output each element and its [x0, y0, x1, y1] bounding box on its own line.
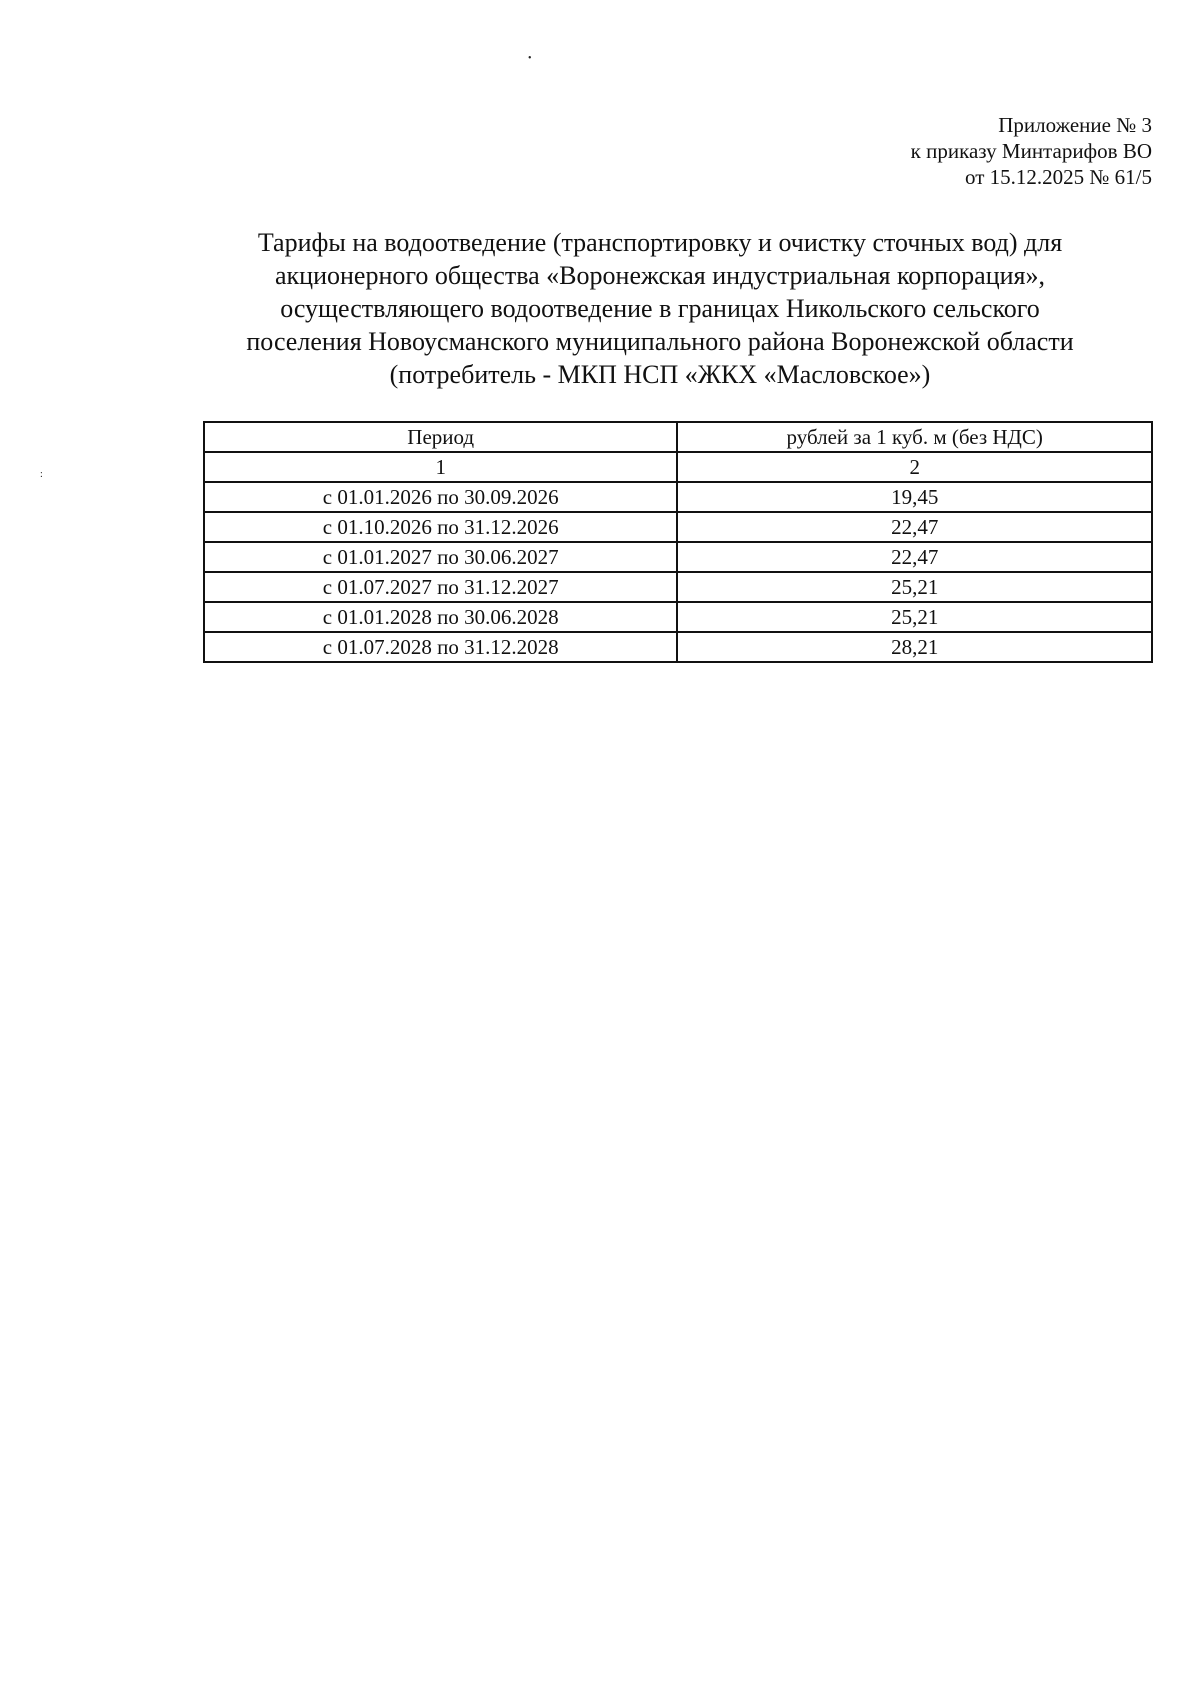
title-line: поселения Новоусманского муниципального района Воронежской области [246, 327, 1074, 356]
table-row [204, 482, 1152, 512]
tariffs-table [203, 421, 1153, 663]
table-row [204, 632, 1152, 662]
period-cell: с 01.01.2028 по 30.06.2028 [204, 602, 677, 632]
period-cell: с 01.01.2027 по 30.06.2027 [204, 542, 677, 572]
appendix-number: Приложение № 3 [998, 113, 1152, 137]
scan-speck-mark: • [528, 53, 532, 64]
header-rate: рублей за 1 куб. м (без НДС) [677, 422, 1152, 452]
period-cell: с 01.10.2026 по 31.12.2026 [204, 512, 677, 542]
column-number: 1 [204, 452, 677, 482]
period-cell: с 01.01.2026 по 30.09.2026 [204, 482, 677, 512]
table-row [204, 542, 1152, 572]
table-header-row [204, 422, 1152, 452]
scan-speck-mark: : [40, 469, 43, 480]
rate-cell: 25,21 [677, 602, 1152, 632]
rate-cell: 22,47 [677, 512, 1152, 542]
table-row [204, 512, 1152, 542]
column-number: 2 [677, 452, 1152, 482]
table-row [204, 572, 1152, 602]
header-period: Период [204, 422, 677, 452]
document-title [160, 226, 1160, 391]
title-line: Тарифы на водоотведение (транспортировку и очистку сточных вод) для [257, 228, 1063, 257]
rate-cell: 22,47 [677, 542, 1152, 572]
table-row [204, 602, 1152, 632]
appendix-order-date: от 15.12.2025 № 61/5 [964, 165, 1152, 189]
period-cell: с 01.07.2027 по 31.12.2027 [204, 572, 677, 602]
rate-cell: 25,21 [677, 572, 1152, 602]
period-cell: с 01.07.2028 по 31.12.2028 [204, 632, 677, 662]
column-number-row [204, 452, 1152, 482]
appendix-header [911, 112, 1152, 190]
rate-cell: 19,45 [677, 482, 1152, 512]
title-line: (потребитель - МКП НСП «ЖКХ «Масловское») [389, 360, 931, 389]
title-line: осуществляющего водоотведение в границах Никольского сельского [280, 294, 1040, 323]
rate-cell: 28,21 [677, 632, 1152, 662]
title-line: акционерного общества «Воронежская индустриальная корпорация», [274, 261, 1046, 290]
appendix-order-reference: к приказу Минтарифов ВО [910, 139, 1152, 163]
